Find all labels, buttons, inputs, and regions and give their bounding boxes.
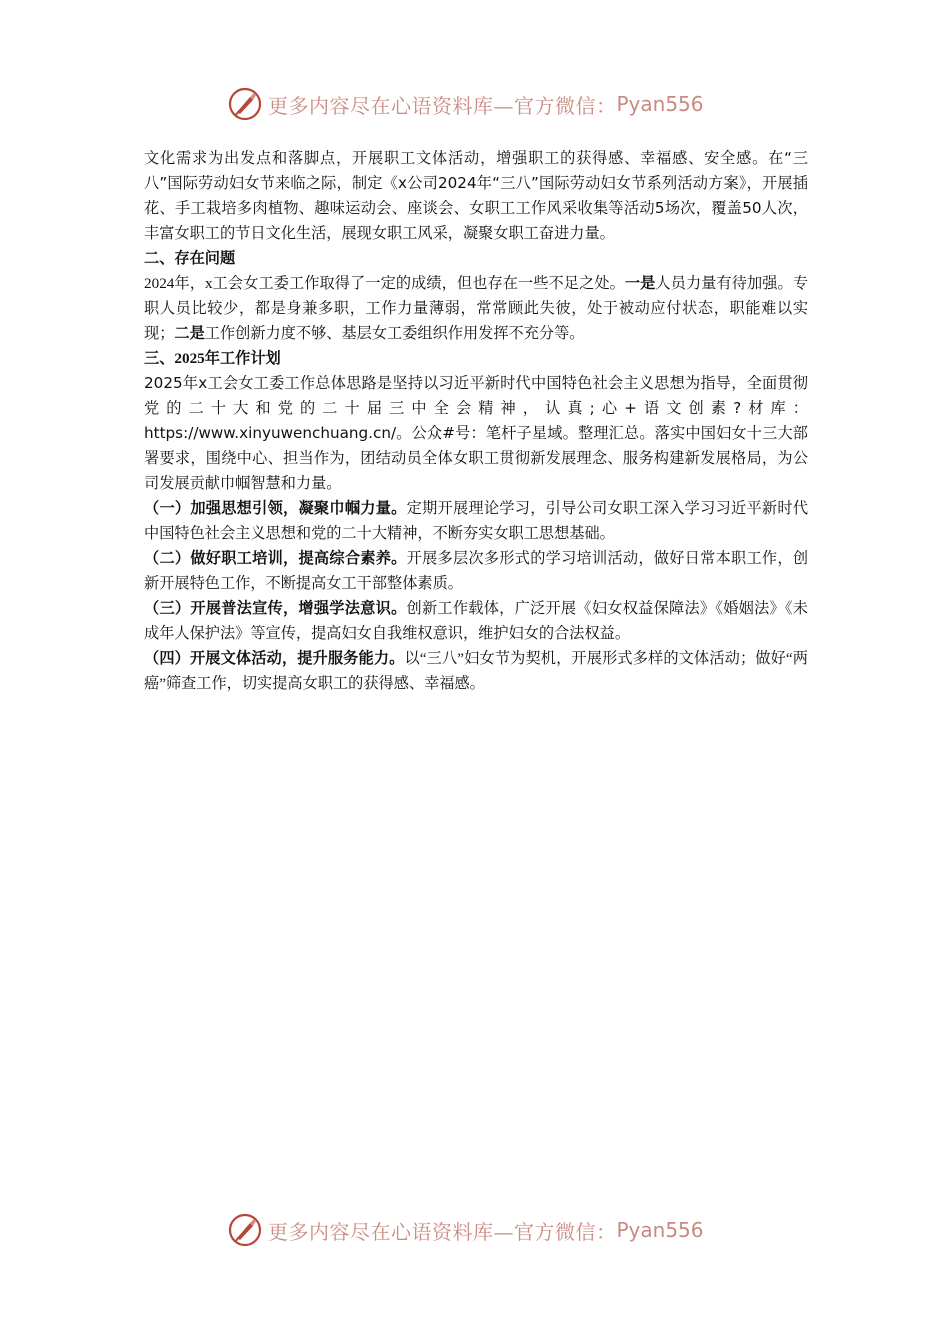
pen-logo-icon bbox=[228, 87, 262, 121]
plan-item-text: 以“三八”妇女节为契机，开展形式多样的文体活动；做好“两癌”筛查工作，切实提高女职工的获得感、幸福感。 bbox=[144, 650, 808, 692]
plan-item-title: （二）做好职工培训，提高综合素养。 bbox=[144, 550, 407, 567]
problems-marker-one: 一是 bbox=[624, 275, 656, 292]
problems-point-two: 工作创新力度不够、基层女工委组织作用发挥不充分等。 bbox=[204, 325, 585, 342]
watermark-banner-top bbox=[228, 84, 748, 124]
plan-item bbox=[144, 646, 808, 696]
pen-logo-icon bbox=[228, 1213, 262, 1247]
problems-intro: 2024年，x工会女工委工作取得了一定的成绩，但也存在一些不足之处。 bbox=[144, 275, 625, 292]
plan-item bbox=[144, 596, 808, 646]
document-body bbox=[144, 146, 808, 696]
plan-item bbox=[144, 546, 808, 596]
watermark-text: 更多内容尽在心语资料库—官方微信： bbox=[268, 93, 617, 118]
watermark-wechat-id: Pyan556 bbox=[616, 92, 704, 116]
watermark-wechat-id: Pyan556 bbox=[616, 1218, 704, 1242]
plan-item bbox=[144, 496, 808, 546]
paragraph-problems bbox=[144, 271, 808, 346]
plan-item-text: 开展多层次多形式的学习培训活动，做好日常本职工作，创新开展特色工作，不断提高女工干部整体素质。 bbox=[144, 550, 809, 592]
plan-item-text: 创新工作载体，广泛开展《妇女权益保障法》《婚姻法》《未成年人保护法》等宣传，提高妇女自我维权意识，维护妇女的合法权益。 bbox=[144, 600, 808, 642]
plan-item-title: （四）开展文体活动，提升服务能力。 bbox=[144, 650, 405, 667]
paragraph-plan-overview: 2025年x工会女工委工作总体思路是坚持以习近平新时代中国特色社会主义思想为指导，全面贯彻党的二十大和党的二十届三中全会精神，认真;心+语文创素?材库：https://www.xinyuwenchuang.cn/。公众#号：笔杆子星域。整理汇总。落实中国妇女十三大部署要求，围绕中心、担当作为，团结动员全体女职工贯彻新发展理念、服务构建新发展格局，为公司发展贡献巾帼智慧和力量。 bbox=[144, 374, 808, 492]
problems-point-one: 人员力量有待加强。专职人员比较少，都是身兼多职，工作力量薄弱，常常顾此失彼，处于被动应付状态，职能难以实现； bbox=[144, 275, 809, 342]
plan-item-text: 定期开展理论学习，引导公司女职工深入学习习近平新时代中国特色社会主义思想和党的二十大精神，不断夯实女职工思想基础。 bbox=[144, 500, 809, 542]
watermark-banner-bottom bbox=[228, 1210, 748, 1250]
watermark-text: 更多内容尽在心语资料库—官方微信： bbox=[268, 1219, 617, 1244]
section-heading-problems: 二、存在问题 bbox=[144, 250, 236, 267]
section-heading-plan: 三、2025年工作计划 bbox=[144, 350, 281, 367]
plan-item-title: （一）加强思想引领，凝聚巾帼力量。 bbox=[144, 500, 407, 517]
plan-item-title: （三）开展普法宣传，增强学法意识。 bbox=[144, 600, 407, 617]
problems-marker-two: 二是 bbox=[174, 325, 205, 342]
paragraph-activities: 文化需求为出发点和落脚点，开展职工文体活动，增强职工的获得感、幸福感、安全感。在“三八”国际劳动妇女节来临之际，制定《x公司2024年“三八”国际劳动妇女节系列活动方案》，开展插花、手工栽培多肉植物、趣味运动会、座谈会、女职工工作风采收集等活动5场次，覆盖50人次，丰富女职工的节日文化生活，展现女职工风采，凝聚女职工奋进力量。 bbox=[144, 149, 808, 242]
